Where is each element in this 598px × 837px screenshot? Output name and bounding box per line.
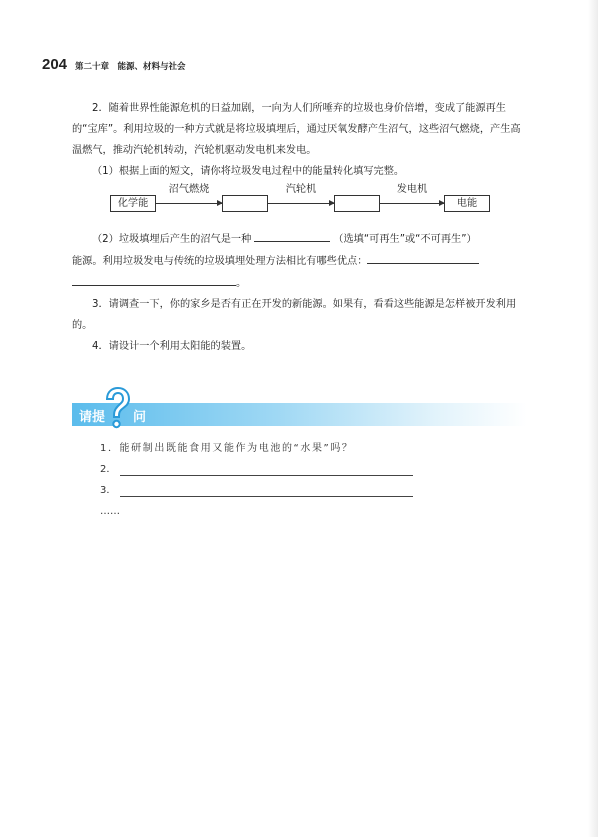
- question-mark-icon: [101, 387, 133, 431]
- page-number: 204: [42, 56, 68, 73]
- ask-title-right: 问: [133, 410, 147, 425]
- ask-question-banner: [72, 403, 527, 426]
- page-edge-shadow: [588, 0, 598, 837]
- question-2-paragraph: 2．随着世界性能源危机的日益加剧，一向为人们所唾弃的垃圾也身价倍增，变成了能源再生的“宝库”。利用垃圾的一种方式就是将垃圾填埋后，通过厌氧发酵产生沼气，这些沼气燃烧，产生高温燃气，推动汽轮机转动，汽轮机驱动发电机来发电。: [72, 103, 521, 156]
- page-header: [42, 56, 186, 74]
- ask-question-2-blank[interactable]: [120, 463, 413, 476]
- ask-question-3: [100, 480, 420, 501]
- exercise-body: [72, 98, 528, 357]
- flow-blank-box-2[interactable]: [334, 195, 380, 212]
- question-4: 4．请设计一个利用太阳能的装置。: [92, 341, 252, 352]
- flow-label-biogas-burning: 沼气燃烧: [168, 184, 210, 195]
- sub2-text-b: （选填“可再生”或“不可再生”）: [333, 234, 477, 245]
- sub2-blank-renewable[interactable]: [254, 228, 330, 242]
- flow-arrow-2: [268, 203, 334, 204]
- question-2-sub2-cont: [72, 250, 528, 272]
- question-2-sub2-end: [72, 272, 528, 294]
- question-2-sub1: （1）根据上面的短文，请你将垃圾发电过程中的能量转化填写完整。: [92, 166, 405, 177]
- ask-question-list: [100, 438, 420, 522]
- sub2-text-c: 能源。利用垃圾发电与传统的垃圾填埋处理方法相比有哪些优点：: [72, 256, 368, 267]
- flow-label-generator: 发电机: [396, 184, 428, 195]
- ask-question-1: 1．能研制出既能食用又能作为电池的“水果”吗？: [100, 443, 354, 454]
- flow-label-turbine: 汽轮机: [285, 184, 317, 195]
- ask-title-left: 请提: [79, 410, 106, 425]
- sub2-text-a: （2）垃圾填埋后产生的沼气是一种: [92, 234, 252, 245]
- ask-question-2: [100, 459, 420, 480]
- sub2-blank-advantages-2[interactable]: [72, 272, 236, 286]
- flow-arrow-3: [380, 203, 444, 204]
- sub2-blank-advantages-1[interactable]: [367, 250, 479, 264]
- flow-blank-box-1[interactable]: [222, 195, 268, 212]
- energy-flow-diagram: [72, 184, 528, 224]
- ask-question-3-blank[interactable]: [120, 484, 413, 497]
- flow-box-electric-energy: 电能: [444, 195, 490, 212]
- chapter-title: 第二十章 能源、材料与社会: [75, 62, 186, 72]
- flow-box-chemical-energy: 化学能: [110, 195, 156, 212]
- ask-question-3-number: 3．: [100, 485, 117, 496]
- question-3: 3．请调查一下，你的家乡是否有正在开发的新能源。如果有，看看这些能源是怎样被开发利用的。: [72, 299, 517, 331]
- flow-arrow-1: [156, 203, 222, 204]
- question-2-sub2: [72, 228, 528, 250]
- ask-question-2-number: 2．: [100, 464, 117, 475]
- ask-ellipsis: ……: [100, 506, 120, 517]
- sub2-end-mark: 。: [236, 278, 247, 289]
